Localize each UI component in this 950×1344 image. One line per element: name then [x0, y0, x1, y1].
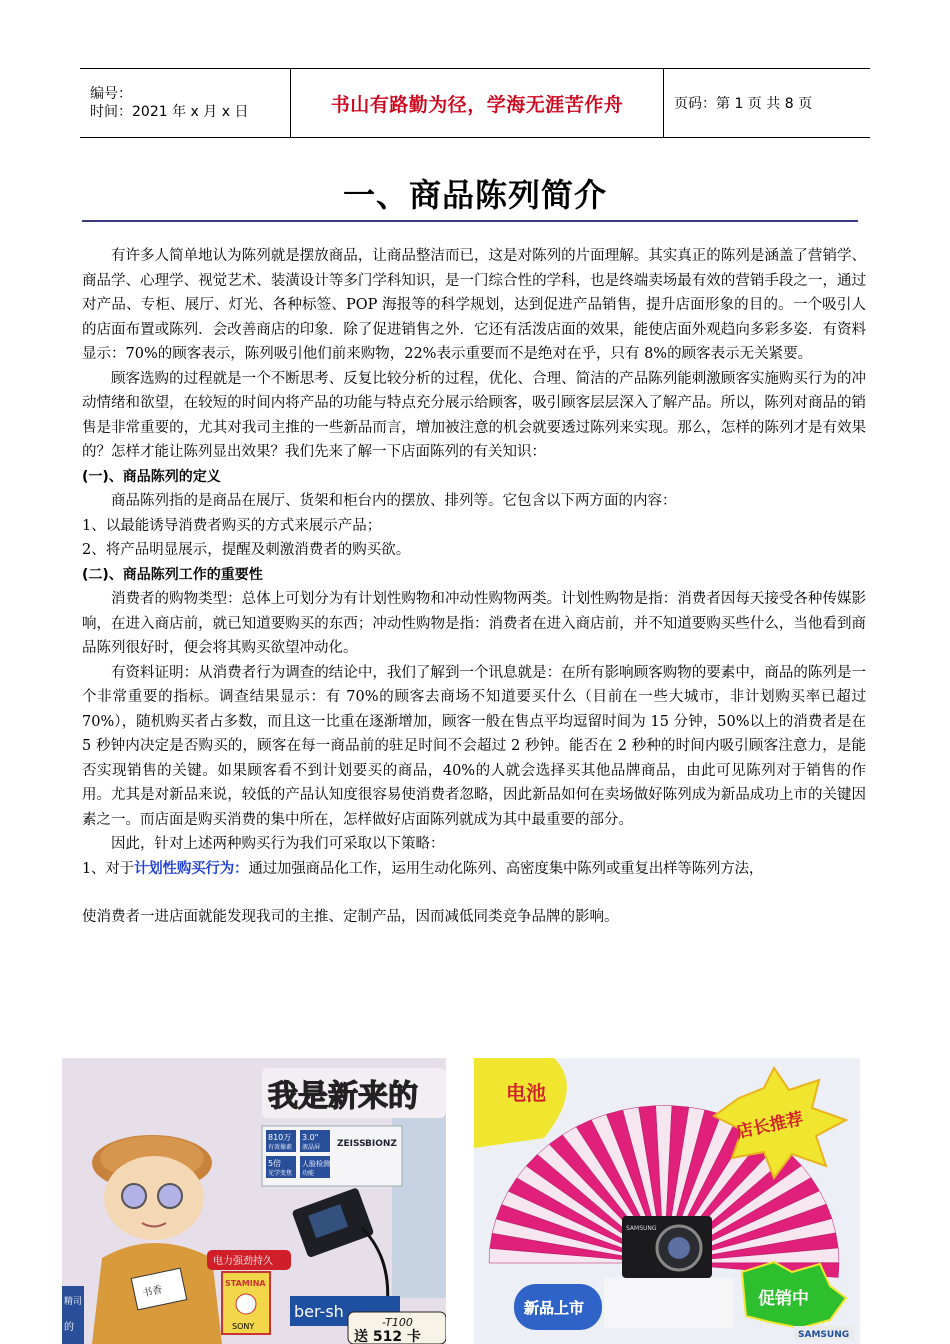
paragraph-strategy-intro: 因此，针对上述两种购买行为我们可采取以下策略：	[111, 836, 445, 852]
paragraph-research: 有资料证明：从消费者行为调查的结论中，我们了解到一个讯息就是：在所有影响顾客购物的要素中，商品的陈列是一个非常重要的指标。调查结果显示：有 70%的顾客去商场不知道要买什么（目前在一些大城市，非计划购买率已超过 70%），随机购买者占多数，而且这一比重在逐渐增加，顾客一般在售点平均逗留时间为 15 分钟，50%以上的消费者是在 5 秒钟内决定是否购买的，顾客在每一商品前的驻足时间不会超过 2 秒钟。能否在 2 秒种的时间内吸引顾客注意力，是能否实现销售的关键。如果顾客看不到计划要买的商品，40%的人就会选择买其他品牌商品，由此可见陈列对于销售的作用。尤其是对新品来说，较低的产品认知度很容易使消费者忽略，因此新品如何在卖场做好陈列成为新品成功上市的关键因素之一。而店面是购买消费的集中所在，怎样做好店面陈列就成为其中最重要的部分。	[82, 664, 866, 828]
strategy-item-1	[82, 857, 866, 882]
list-item-1: 1、以最能诱导消费者购买的方式来展示产品；	[82, 517, 382, 534]
paragraph-intro: 有许多人简单地认为陈列就是摆放商品，让商品整洁而已，这是对陈列的片面理解。其实真正的陈列是涵盖了营销学、商品学、心理学、视觉艺术、装潢设计等多门学科知识，是一门综合性的学科，也是终端卖场最有效的营销手段之一，通过对产品、专柜、展厅、灯光、各种标签、POP 海报等的科学规划，达到促进产品销售，提升店面形象的目的。一个吸引人的店面布置或陈列．会改善商店的印象．除了促进销售之外．它还有活泼店面的效果，能使店面外观趋向多彩多姿．有资料显示：70%的顾客表示，陈列吸引他们前来购物，22%表示重要而不是绝对在乎，只有 8%的顾客表示无关紧要。	[82, 248, 866, 362]
zeiss-logo: ZEISS	[337, 1139, 366, 1149]
spec-zoom: 5倍	[268, 1159, 282, 1168]
section-heading-importance: (二)、商品陈列工作的重要性	[82, 566, 263, 583]
model-label: -T100	[382, 1316, 413, 1329]
page-title: 一、商品陈列简介	[342, 176, 607, 214]
spec-810-sub: 有效像素	[268, 1144, 293, 1151]
spec-zoom-sub: 光学变焦	[268, 1170, 293, 1177]
sign-new-arrival: 我是新来的	[268, 1079, 418, 1114]
spec-810: 810万	[268, 1133, 292, 1142]
strategy-text: 通过加强商品化工作，运用生动化陈列、高密度集中陈列或重复出样等陈列方法，	[248, 860, 764, 877]
photo-display-sony	[62, 1058, 446, 1344]
photo-samsung-illustration	[474, 1058, 860, 1344]
cybershot-label: ber-sh	[294, 1302, 344, 1321]
header-table	[80, 68, 870, 138]
document-body	[82, 244, 866, 930]
recommend-label: 店长推荐	[734, 1109, 806, 1143]
battery-tag: 电力强劲持久	[213, 1256, 273, 1267]
new-arrival-badge: 新品上市	[524, 1299, 585, 1317]
samsung-logo: SAMSUNG	[798, 1330, 850, 1340]
samsung-camera-label: SAMSUNG	[626, 1225, 657, 1232]
time-label: 时间：2021 年 x 月 x 日	[90, 104, 249, 120]
corner-text-a: 精司	[64, 1297, 83, 1307]
photo-display-samsung	[474, 1058, 860, 1344]
gift-label: 送 512 卡	[354, 1329, 421, 1344]
title-divider	[82, 220, 858, 222]
bionz-logo: BIONZ	[365, 1139, 397, 1149]
spec-screen: 3.0"	[302, 1133, 319, 1142]
paragraph-shopping-process: 顾客选购的过程就是一个不断思考、反复比较分析的过程，优化、合理、简洁的产品陈列能刺激顾客实施购买行为的冲动情绪和欲望，在较短的时间内将产品的功能与特点充分展示给顾客，吸引顾客层层深入了解产品。所以，陈列对商品的销售是非常重要的，尤其对我司主推的一些新品而言，增加被注意的机会就要透过陈列来实现。那么，怎样的陈列才是有效果的？怎样才能让陈列显出效果？我们先来了解一下店面陈列的有关知识：	[82, 370, 866, 460]
list-item-2: 2、将产品明显展示，提醒及刺激消费者的购买欲。	[82, 542, 411, 558]
doll-book-text: 书香	[141, 1284, 164, 1300]
strategy-prefix: 1、对于	[82, 860, 134, 877]
sony-label: SONY	[232, 1322, 255, 1331]
header-left-cell	[80, 69, 291, 137]
spec-screen-sub: 液晶屏	[302, 1144, 321, 1151]
header-motto-cell	[291, 69, 664, 137]
strategy-term: 计划性购买行为：	[133, 860, 249, 877]
spec-face: 人脸检测	[302, 1160, 330, 1168]
stamina-label: STAMINA	[225, 1279, 266, 1288]
paragraph-definition: 商品陈列指的是商品在展厅、货架和柜台内的摆放、排列等。它包含以下两方面的内容：	[111, 493, 677, 509]
paragraph-shopping-types: 消费者的购物类型：总体上可划分为有计划性购物和冲动性购物两类。计划性购物是指：消费者因每天接受各种传媒影响，在进入商店前，就已知道要购买的东西；冲动性购物是指：消费者在进入商店前，并不知道要购买些什么，当他看到商品陈列很好时，便会将其购买欲望冲动化。	[82, 591, 866, 656]
section-heading-definition: (一)、商品陈列的定义	[82, 468, 221, 485]
number-label: 编号：	[90, 86, 132, 102]
corner-text-b: 的	[64, 1322, 74, 1333]
spec-face-sub: 功能	[302, 1170, 315, 1177]
motto: 书山有路勤为径，学海无涯苦作舟	[330, 93, 624, 116]
page-label: 页码：第 1 页 共 8 页	[674, 96, 813, 112]
photo-sony-illustration	[62, 1058, 446, 1344]
promo-badge: 促销中	[758, 1289, 809, 1309]
battery-text: 电池	[506, 1081, 546, 1105]
header-right-cell	[664, 69, 870, 137]
strategy-continuation: 使消费者一进店面就能发现我司的主推、定制产品，因而减低同类竞争品牌的影响。	[82, 909, 619, 925]
